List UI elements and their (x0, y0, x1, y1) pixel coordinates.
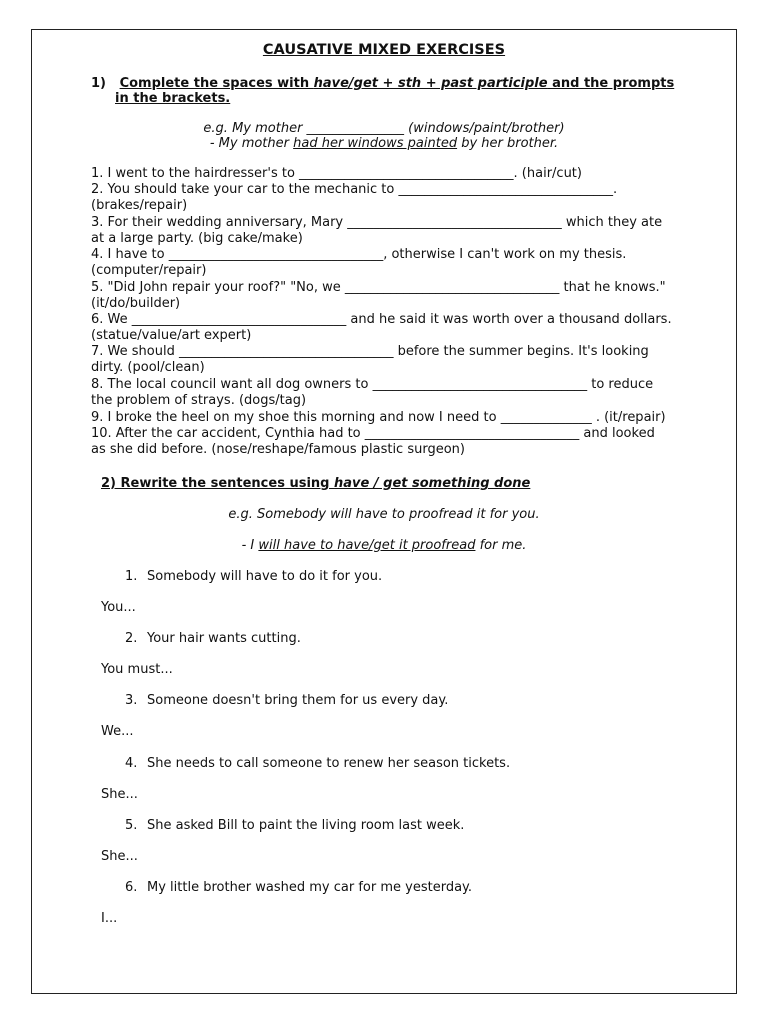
section2-heading-a: 2) Rewrite the sentences using (101, 476, 335, 491)
exercise-item (91, 182, 617, 214)
exercise-item-line: as she did before. (nose/reshape/famous plastic surgeon) (91, 442, 465, 457)
exercise-item-line: 1. I went to the hairdresser's to _________________________________. (hair/cut) (91, 166, 582, 181)
question-text: Somebody will have to do it for you. (147, 569, 383, 584)
rewrite-question (125, 756, 510, 771)
example2-answer: will have to have/get it proofread (258, 538, 476, 553)
exercise-item (91, 410, 666, 426)
instruction-part-b: have/get + sth + past participle (313, 76, 548, 91)
question-number: 2. (125, 631, 138, 646)
section2-example-line2 (0, 538, 768, 553)
answer-start: She... (101, 849, 138, 864)
question-text: My little brother washed my car for me yesterday. (147, 880, 473, 895)
answer-start: I... (101, 911, 118, 926)
rewrite-question (125, 693, 448, 708)
exercise-item-line: 4. I have to _________________________________, otherwise I can't work on my thesis. (91, 247, 627, 262)
instruction-line2: in the brackets. (115, 91, 231, 106)
example2-pre: - I (241, 538, 259, 553)
rewrite-question (125, 569, 382, 584)
question-text: Someone doesn't bring them for us every day. (147, 693, 449, 708)
exercise-item-line: 7. We should _________________________________ before the summer begins. It's looking (91, 344, 649, 359)
question-number: 5. (125, 818, 138, 833)
exercise-item (91, 280, 666, 312)
rewrite-question (125, 631, 301, 646)
exercise-item (91, 344, 649, 376)
question-number: 3. (125, 693, 138, 708)
example2-post: for me. (475, 538, 527, 553)
exercise-item (91, 426, 655, 458)
exercise-item-line: 3. For their wedding anniversary, Mary _________________________________ which they ate (91, 215, 663, 230)
exercise-item-line: 10. After the car accident, Cynthia had to _________________________________ and looked (91, 426, 655, 441)
example-pre: - My mother (209, 136, 294, 151)
exercise-item (91, 377, 653, 409)
exercise-item-line: the problem of strays. (dogs/tag) (91, 393, 307, 408)
exercise-item-line: dirty. (pool/clean) (91, 360, 205, 375)
section1-instruction (91, 76, 674, 106)
exercise-item (91, 215, 662, 247)
exercise-item-line: 8. The local council want all dog owners to _________________________________ to reduce (91, 377, 654, 392)
exercise-item-line: (computer/repair) (91, 263, 207, 278)
rewrite-question (125, 880, 472, 895)
exercise-item (91, 247, 626, 279)
answer-start: We... (101, 724, 134, 739)
instruction-part-c: and the prompts (547, 76, 675, 91)
exercise-item-line: 5. "Did John repair your roof?" "No, we _________________________________ that he knows." (91, 280, 666, 295)
section2-example-line1: e.g. Somebody will have to proofread it for you. (228, 507, 540, 522)
exercise-item-line: 6. We _________________________________ and he said it was worth over a thousand dollars. (91, 312, 672, 327)
page-title: CAUSATIVE MIXED EXERCISES (262, 42, 506, 58)
exercise-item-line: (statue/value/art expert) (91, 328, 252, 343)
section1-example-line1: e.g. My mother _______________ (windows/paint/brother) (203, 121, 565, 136)
question-text: She asked Bill to paint the living room last week. (147, 818, 465, 833)
exercise-item-line: 9. I broke the heel on my shoe this morning and now I need to ______________ . (it/repair) (91, 410, 666, 425)
exercise-item (91, 312, 672, 344)
question-text: Your hair wants cutting. (147, 631, 301, 646)
section2-heading (101, 476, 530, 491)
exercise-item-line: 2. You should take your car to the mechanic to _________________________________. (91, 182, 618, 197)
question-number: 1. (125, 569, 138, 584)
question-text: She needs to call someone to renew her season tickets. (147, 756, 511, 771)
rewrite-question (125, 818, 464, 833)
question-number: 4. (125, 756, 138, 771)
example-post: by her brother. (457, 136, 559, 151)
section2-heading-b: have / get something done (334, 476, 531, 491)
answer-start: She... (101, 787, 138, 802)
exercise-item (91, 166, 582, 182)
example-answer: had her windows painted (293, 136, 458, 151)
question-number: 6. (125, 880, 138, 895)
exercise-item-line: (it/do/builder) (91, 296, 181, 311)
answer-start: You... (101, 600, 136, 615)
section1-number: 1) (91, 76, 106, 91)
exercise-item-line: at a large party. (big cake/make) (91, 231, 303, 246)
answer-start: You must... (101, 662, 173, 677)
section1-example-line2 (0, 136, 768, 151)
instruction-part-a: Complete the spaces with (119, 76, 314, 91)
exercise-item-line: (brakes/repair) (91, 198, 188, 213)
